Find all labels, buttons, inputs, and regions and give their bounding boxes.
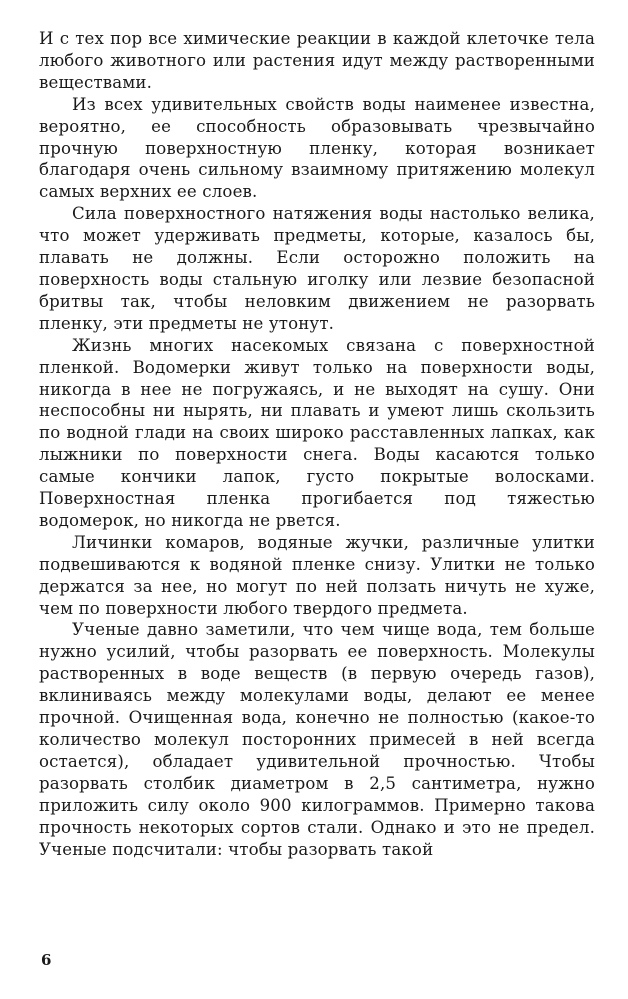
paragraph-6: Ученые давно заметили, что чем чище вода, тем больше нужно усилий, чтобы разорвать ее поверхность. Молекулы растворенных в воде веществ (в первую очередь газов), вклиниваясь между молекулами воды, делают ее менее прочной. Очищенная вода, конечно не полностью (какое-то количество молекул посторонних примесей в ней всегда остается), обладает удивительной прочностью. Чтобы разорвать столбик диаметром в 2,5 сантиметра, нужно приложить силу около 900 килограммов. Примерно такова прочность некоторых сортов стали. Однако и это не предел. Ученые подсчитали: чтобы разорвать такой xyxy=(39,620,595,859)
paragraph-5: Личинки комаров, водяные жучки, различные улитки подвешиваются к водяной пленке снизу. Улитки не только держатся за нее, но могут по ней ползать ничуть не хуже, чем по поверхности любого твердого предмета. xyxy=(39,532,595,618)
paragraph-4: Жизнь многих насекомых связана с поверхностной пленкой. Водомерки живут только на поверхности воды, никогда в нее не погружаясь, и не выходят на сушу. Они неспособны ни нырять, ни плавать и умеют лишь скользить по водной глади на своих широко расставленных лапках, как лыжники по поверхности снега. Воды касаются только самые кончики лапок, густо покрытые волосками. Поверхностная пленка прогибается под тяжестью водомерок, но никогда не рвется. xyxy=(39,335,595,530)
body-text xyxy=(39,28,595,860)
page-number: 6 xyxy=(41,951,52,969)
paragraph-3: Сила поверхностного натяжения воды настолько велика, что может удерживать предметы, которые, казалось бы, плавать не должны. Если осторожно положить на поверхность воды стальную иголку или лезвие безопасной бритвы так, чтобы неловким движением не разорвать пленку, эти предметы не утонут. xyxy=(39,204,595,333)
paragraph-1: И с тех пор все химические реакции в каждой клеточке тела любого животного или растения идут между растворенными веществами. xyxy=(39,29,595,92)
paragraph-2: Из всех удивительных свойств воды наименее известна, вероятно, ее способность образовывать чрезвычайно прочную поверхностную пленку, которая возникает благодаря очень сильному взаимному притяжению молекул самых верхних ее слоев. xyxy=(39,94,595,202)
